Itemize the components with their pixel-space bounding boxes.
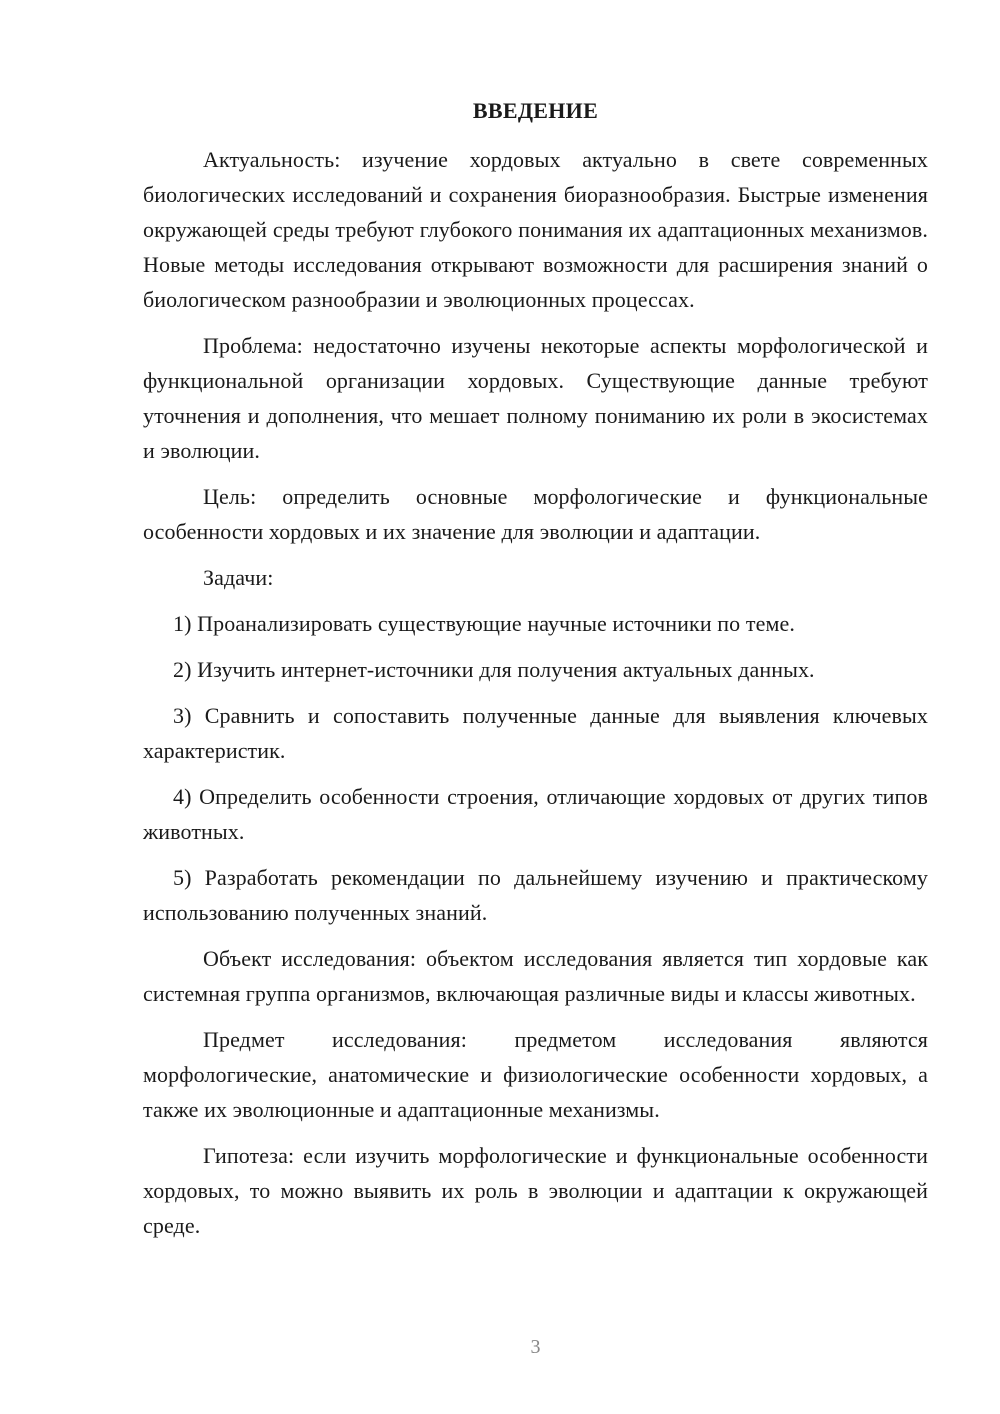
document-body — [143, 142, 928, 1254]
paragraph-relevance: Актуальность: изучение хордовых актуально в свете современных биологических исследований и сохранения биоразнообразия. Быстрые изменения окружающей среды требуют глубокого понимания их адаптационных механизмов. Новые методы исследования открывают возможности для расширения знаний о биологическом разнообразии и эволюционных процессах. — [143, 147, 928, 312]
list-item-task-2: 2) Изучить интернет-источники для получения актуальных данных. — [173, 657, 815, 682]
paragraph-goal: Цель: определить основные морфологические и функциональные особенности хордовых и их значение для эволюции и адаптации. — [143, 484, 928, 544]
page-title: ВВЕДЕНИЕ — [472, 98, 599, 123]
tasks-heading: Задачи: — [203, 565, 274, 590]
paragraph-object: Объект исследования: объектом исследования является тип хордовые как системная группа организмов, включающая различные виды и классы животных. — [143, 946, 928, 1006]
paragraph-problem: Проблема: недостаточно изучены некоторые аспекты морфологической и функциональной организации хордовых. Существующие данные требуют уточнения и дополнения, что мешает полному пониманию их роли в экосистемах и эволюции. — [143, 333, 928, 463]
list-item-task-5: 5) Разработать рекомендации по дальнейшему изучению и практическому использованию полученных знаний. — [143, 865, 928, 925]
paragraph-hypothesis: Гипотеза: если изучить морфологические и функциональные особенности хордовых, то можно выявить их роль в эволюции и адаптации к окружающей среде. — [143, 1143, 928, 1238]
list-item-task-4: 4) Определить особенности строения, отличающие хордовых от других типов животных. — [143, 784, 928, 844]
list-item-task-3: 3) Сравнить и сопоставить полученные данные для выявления ключевых характеристик. — [143, 703, 928, 763]
paragraph-subject: Предмет исследования: предметом исследования являются морфологические, анатомические и физиологические особенности хордовых, а также их эволюционные и адаптационные механизмы. — [143, 1027, 928, 1122]
list-item-task-1: 1) Проанализировать существующие научные источники по теме. — [173, 611, 795, 636]
page-number: 3 — [530, 1336, 541, 1358]
